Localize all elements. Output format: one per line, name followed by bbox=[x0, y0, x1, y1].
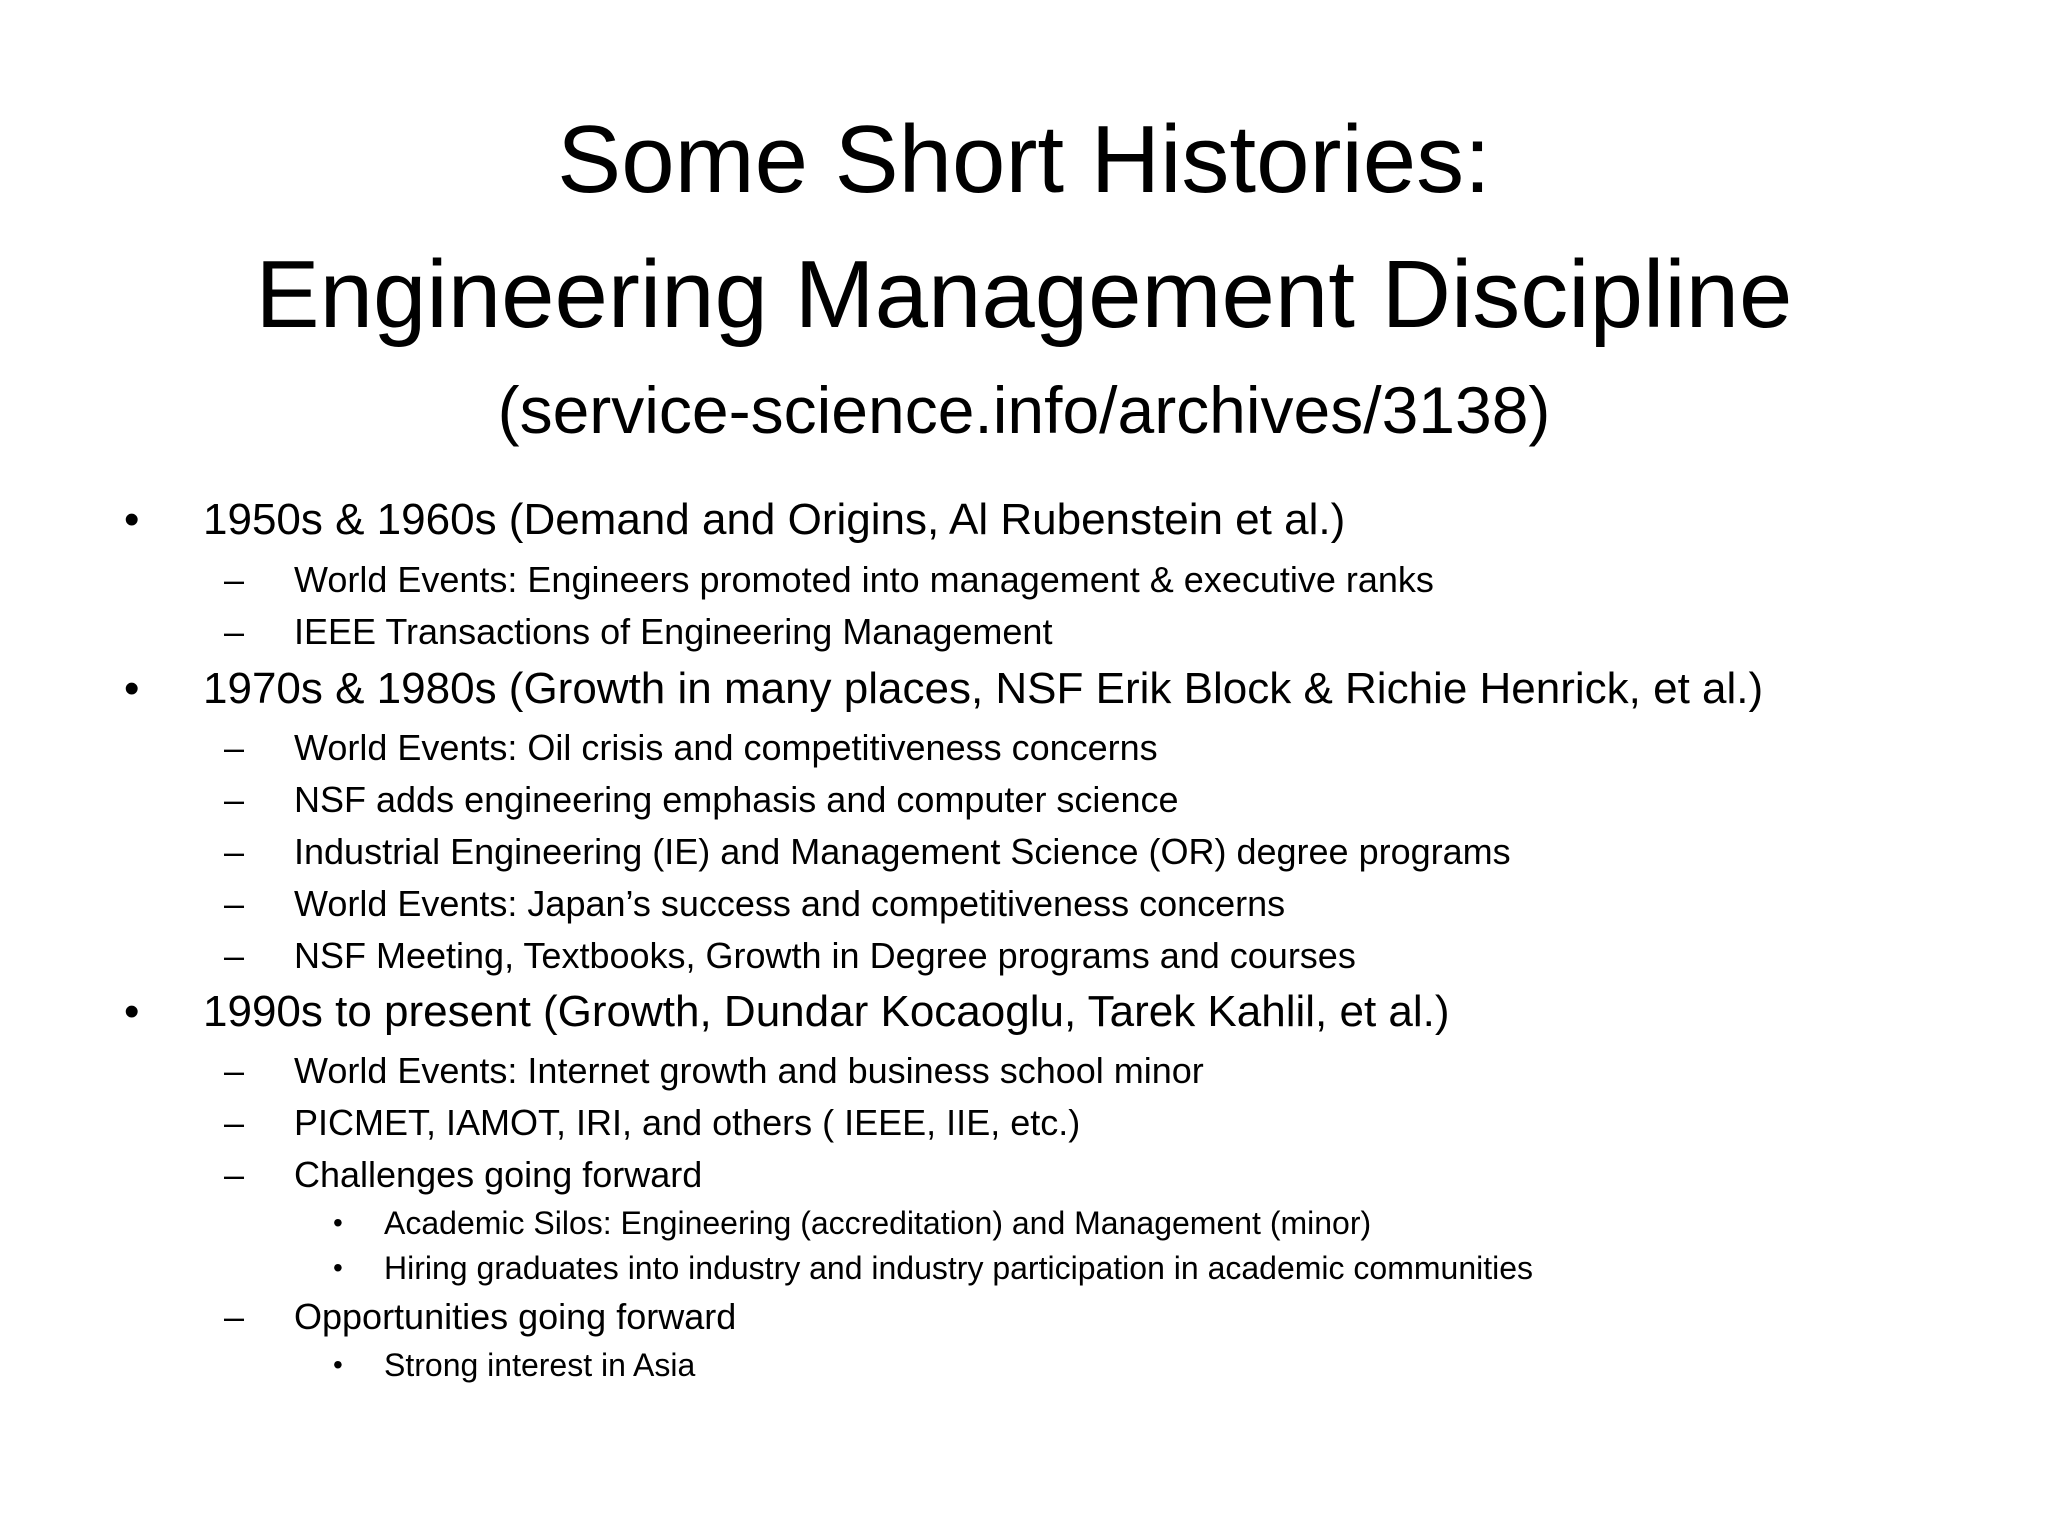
slide-title-line-1: Some Short Histories: bbox=[557, 106, 1491, 213]
dash-icon: – bbox=[224, 611, 245, 652]
slide-subtitle-url: (service-science.info/archives/3138) bbox=[497, 373, 1551, 447]
list-item: World Events: Internet growth and business school minor bbox=[294, 1050, 1204, 1091]
dash-icon: – bbox=[224, 1102, 245, 1143]
list-item-opportunities: Opportunities going forward bbox=[294, 1296, 737, 1337]
list-item: NSF Meeting, Textbooks, Growth in Degree programs and courses bbox=[294, 935, 1356, 976]
dash-icon: – bbox=[224, 1154, 245, 1195]
bullet-icon: • bbox=[124, 987, 140, 1036]
dash-icon: – bbox=[224, 727, 245, 768]
slide-title-line-2: Engineering Management Discipline bbox=[255, 241, 1793, 348]
sub-list-item: Strong interest in Asia bbox=[384, 1347, 696, 1383]
sub-list-item: Hiring graduates into industry and industry participation in academic communities bbox=[384, 1250, 1534, 1286]
section-heading-1990s: 1990s to present (Growth, Dundar Kocaoglu, Tarek Kahlil, et al.) bbox=[203, 987, 1450, 1036]
list-item: World Events: Engineers promoted into management & executive ranks bbox=[294, 559, 1434, 600]
sub-list-item: Academic Silos: Engineering (accreditation) and Management (minor) bbox=[384, 1205, 1372, 1241]
bullet-icon: • bbox=[124, 495, 140, 544]
list-item: NSF adds engineering emphasis and computer science bbox=[294, 779, 1179, 820]
list-item: World Events: Oil crisis and competitiveness concerns bbox=[294, 727, 1158, 768]
list-item-challenges: Challenges going forward bbox=[294, 1154, 703, 1195]
bullet-icon: • bbox=[333, 1252, 343, 1283]
section-heading-1950s: 1950s & 1960s (Demand and Origins, Al Rubenstein et al.) bbox=[203, 495, 1346, 544]
dash-icon: – bbox=[224, 779, 245, 820]
dash-icon: – bbox=[224, 831, 245, 872]
dash-icon: – bbox=[224, 559, 245, 600]
dash-icon: – bbox=[224, 1296, 245, 1337]
bullet-icon: • bbox=[333, 1349, 343, 1380]
list-item: Industrial Engineering (IE) and Management Science (OR) degree programs bbox=[294, 831, 1511, 872]
dash-icon: – bbox=[224, 1050, 245, 1091]
bullet-icon: • bbox=[333, 1207, 343, 1238]
section-heading-1970s: 1970s & 1980s (Growth in many places, NSF Erik Block & Richie Henrick, et al.) bbox=[203, 664, 1764, 713]
dash-icon: – bbox=[224, 935, 245, 976]
list-item: PICMET, IAMOT, IRI, and others ( IEEE, IIE, etc.) bbox=[294, 1102, 1081, 1143]
list-item: IEEE Transactions of Engineering Management bbox=[294, 611, 1053, 652]
dash-icon: – bbox=[224, 883, 245, 924]
bullet-icon: • bbox=[124, 664, 140, 713]
list-item: World Events: Japan’s success and competitiveness concerns bbox=[294, 883, 1286, 924]
